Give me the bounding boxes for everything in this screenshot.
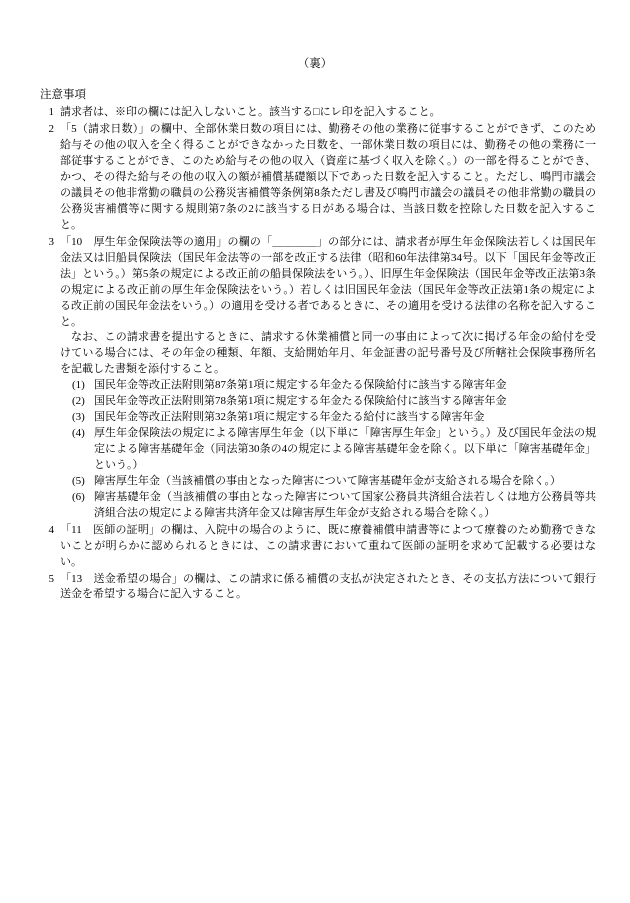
sublist-text: 障害基礎年金（当該補償の事由となった障害について国家公務員共済組合法若しくは地方公務員等共済組合法の規定による障害共済年金又は障害厚生年金が支給される場合を除く。） [94,490,596,519]
sublist-text: 国民年金等改正法附則第78条第1項に規定する年金たる保険給付に該当する障害年金 [94,395,507,408]
note-paragraph: 「10 厚生年金保険法等の適用」の欄の「＿＿＿＿」の部分には、請求者が厚生年金保険法若しくは国民年金法又は旧船員保険法（国民年金法等の一部を改正する法律（昭和60年法律第34号。以下「国民年金等改正法」という。）第5条の規定による改正前の船員保険法をいう。）、旧厚生年金保険法（国民年金等改正法第3条の規定による改正前の厚生年金保険法をいう。）若しくは旧国民年金法（国民年金等改正法第1条の規定による改正前の国民年金法をいう。）の適用を受ける者であるときに、その適用を受ける法律の名称を記入すること。 [60,235,596,328]
sublist-text: 厚生年金保険法の規定による障害厚生年金（以下単に「障害厚生年金」という。）及び国民年金法の規定による障害基礎年金（同法第30条の4の規定による障害基礎年金を除く。以下単に「障害基礎年金」という。） [94,427,596,471]
note-item [34,105,596,121]
note-item [34,122,596,234]
sublist-number: (3) [72,411,85,424]
sublist-number: (6) [72,490,85,503]
sublist-number: (5) [72,474,85,487]
sublist-number: (2) [72,395,85,408]
note-item [34,235,596,522]
section-title: 注意事項 [40,88,86,101]
note-body [60,523,596,571]
sublist-number: (4) [72,427,85,440]
sublist-text: 障害厚生年金（当該補償の事由となった障害について障害基礎年金が支給される場合を除く。） [94,474,562,487]
note-body [60,235,596,522]
sublist-item [60,426,596,474]
note-body [60,122,596,234]
sublist-text: 国民年金等改正法附則第32条第1項に規定する年金たる給付に該当する障害年金 [94,411,485,424]
sublist-item [60,474,596,490]
note-number: 3 [48,235,54,248]
sublist-item [60,490,596,522]
sublist-text: 国民年金等改正法附則第87条第1項に規定する年金たる保険給付に該当する障害年金 [94,379,507,392]
sublist-item [60,394,596,410]
note-sublist [60,378,596,521]
note-paragraph: 「13 送金希望の場合」の欄は、この請求に係る補償の支払が決定されたとき、その支払方法について銀行送金を希望する場合に記入すること。 [60,572,596,601]
page-side-mark: （裏） [297,58,333,70]
note-number: 2 [48,123,54,136]
sublist-number: (1) [72,379,85,392]
note-number: 1 [48,106,54,119]
note-paragraph: 「11 医師の証明」の欄は、入院中の場合のように、既に療養補償申請書等によつて療養のため勤務できないことが明らかに認められるときには、この請求書において重ねて医師の証明を求めて記載する必要はない。 [60,523,596,568]
sublist-item [60,410,596,426]
note-paragraph: なお、この請求書を提出するときに、請求する休業補償と同一の事由によって次に掲げる年金の給付を受けている場合には、その年金の種類、年額、支給開始年月、年金証書の記号番号及び所轄社会保険事務所名を記載した書類を添付すること。 [60,331,596,376]
sublist-item [60,378,596,394]
notes-list [34,105,596,603]
note-body [60,572,596,604]
note-item [34,572,596,604]
note-number: 4 [48,523,54,536]
note-paragraph: 「5（請求日数）」の欄中、全部休業日数の項目には、勤務その他の業務に従事することができず、このため給与その他の収入を全く得ることができなかった日数を、一部休業日数の項目には、勤務その他の業務に一部従事することができ、このため給与その他の収入（資産に基づく収入を除く。）の一部を得ることができ、かつ、その得た給与その他の収入の額が補償基礎額以下であった日数を記入すること。ただし、鳴門市議会の議員その他非常勤の職員の公務災害補償等条例第8条ただし書及び鳴門市議会の議員その他非常勤の職員の公務災害補償等に関する規則第7条の2に該当する日がある場合は、当該日数を控除した日数を記入すること。 [60,123,596,231]
note-item [34,523,596,571]
note-body [60,105,596,121]
note-number: 5 [48,572,54,585]
note-paragraph: 請求者は、※印の欄には記入しないこと。該当する□にレ印を記入すること。 [60,106,441,119]
